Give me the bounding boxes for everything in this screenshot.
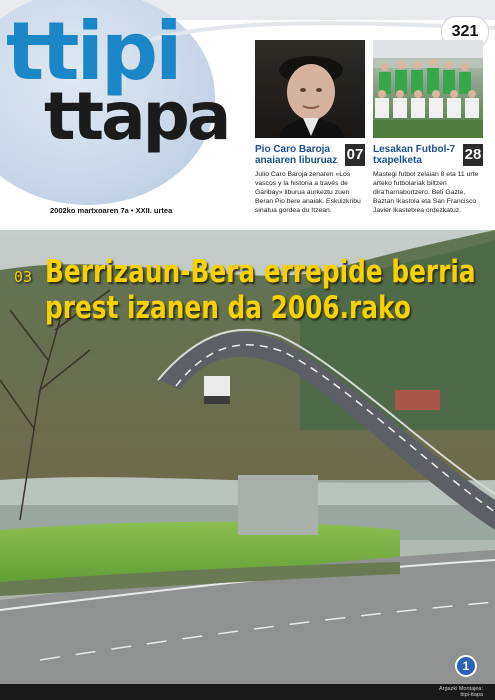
teaser-body: Mastegi futbol zelaian 8 eta 11 urte arteko futbolariak biltzen dira'harnabortzero. Beti Gazte, Baztan Ikastola eta San Francisco Javier Ikastetxea ordezkatuz. (373, 171, 479, 214)
credit-name: ttipi-ttapa (460, 692, 483, 698)
issue-number-badge: 321 (441, 16, 489, 48)
photo-credit (439, 686, 483, 698)
team-illustration (373, 40, 483, 138)
page-number-circle: 1 (455, 655, 477, 677)
teaser-title: Pio Caro Baroja anaiaren liburuaz (255, 144, 338, 166)
logo-ttipi: ttipi (6, 5, 180, 98)
credit-label: Argazki Montajea: (438, 686, 483, 692)
teaser-body: Julio Caro Baroja zenaren «Los vascos y la historia a través de Garibay» liburua aurkeztu zuen Beran Pio bere anaiak. Eskuizkribu sinatua gordea du Itzean. (255, 171, 361, 214)
cover-headline[interactable] (45, 254, 476, 326)
teaser-page-number: 07 (345, 144, 365, 166)
logo-ttapa: ttapa (44, 78, 229, 155)
headline-line-1: Berrizaun-Bera errepide berria (45, 254, 476, 290)
masthead (0, 0, 495, 230)
headline-page-number: 03 (14, 268, 33, 286)
teaser-futbol-7[interactable] (373, 40, 483, 214)
footer-bar (0, 684, 495, 700)
teaser-title: Lesakan Futbol-7 txapelketa (373, 144, 456, 166)
portrait-illustration (255, 40, 365, 138)
portrait-photo (255, 40, 365, 138)
dateline: 2002ko martxoaren 7a • XXII. urtea (50, 206, 173, 215)
team-photo (373, 40, 483, 138)
headline-line-2: prest izanen da 2006.rako (45, 290, 411, 326)
teaser-caro-baroja[interactable] (255, 40, 365, 214)
teaser-page-number: 28 (463, 144, 483, 166)
